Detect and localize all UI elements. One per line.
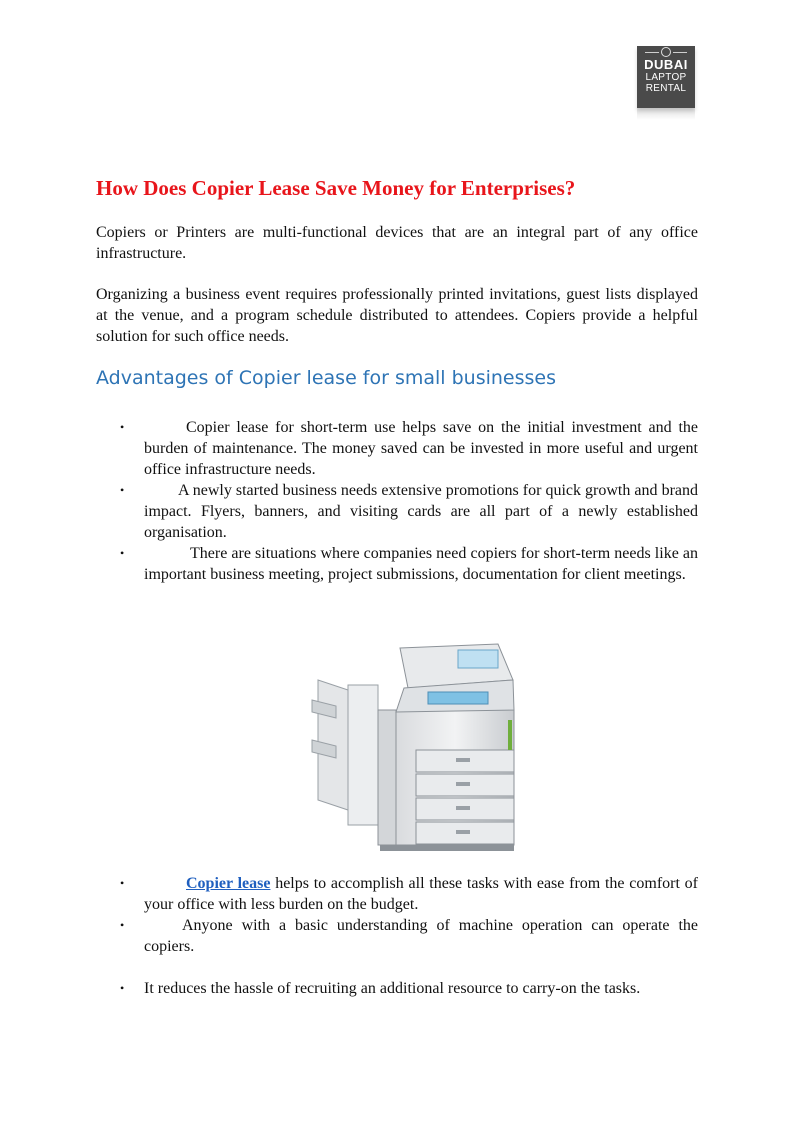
list-item-text: It reduces the hassle of recruiting an additional resource to carry-on the tasks. — [144, 980, 641, 997]
list-item-text: Anyone with a basic understanding of machine operation can operate the copiers. — [144, 917, 698, 955]
list-item — [96, 915, 698, 978]
copier-machine-image — [308, 640, 534, 856]
list-item-text: A newly started business needs extensive promotions for quick growth and brand impact. Flyers, banners, and visiting cards are all part of a newly established organisation. — [144, 482, 698, 541]
benefits-list — [96, 873, 698, 1020]
copier-lease-link[interactable]: Copier lease — [186, 875, 271, 892]
list-item-text: There are situations where companies need copiers for short-term needs like an important business meeting, project submissions, documentation for client meetings. — [144, 545, 698, 583]
list-item — [96, 978, 698, 1020]
intro-paragraph-1: Copiers or Printers are multi-functional devices that are an integral part of any office infrastructure. — [96, 224, 698, 262]
bullet-icon: • — [120, 483, 125, 497]
list-item-text: Copier lease for short-term use helps save on the initial investment and the burden of maintenance. The money saved can be invested in more useful and urgent office infrastructure needs. — [144, 419, 698, 478]
bullet-icon: • — [120, 546, 125, 560]
list-item-text: helps to accomplish all these tasks with ease from the comfort of your office with less burden on the budget. — [144, 875, 698, 913]
logo-line-3: RENTAL — [645, 83, 687, 94]
bullet-icon: • — [120, 420, 125, 434]
bullet-icon: • — [120, 918, 125, 932]
intro-paragraph-2: Organizing a business event requires professionally printed invitations, guest lists displayed at the venue, and a program schedule distributed to attendees. Copiers provide a helpful solution for such office needs. — [96, 286, 698, 345]
advantages-list — [96, 417, 698, 606]
logo-line-1: DUBAI — [644, 57, 688, 72]
list-item — [96, 480, 698, 543]
brand-logo — [637, 46, 695, 108]
logo-line-2: LAPTOP — [645, 72, 687, 83]
bullet-icon: • — [120, 981, 125, 995]
logo-reflection — [637, 108, 695, 120]
page-title: How Does Copier Lease Save Money for Enterprises? — [96, 176, 576, 200]
list-item — [96, 417, 698, 480]
list-item — [96, 873, 698, 915]
logo-emblem — [637, 46, 695, 58]
bullet-icon: • — [120, 876, 125, 890]
section-heading: Advantages of Copier lease for small businesses — [96, 367, 557, 389]
list-item — [96, 543, 698, 606]
